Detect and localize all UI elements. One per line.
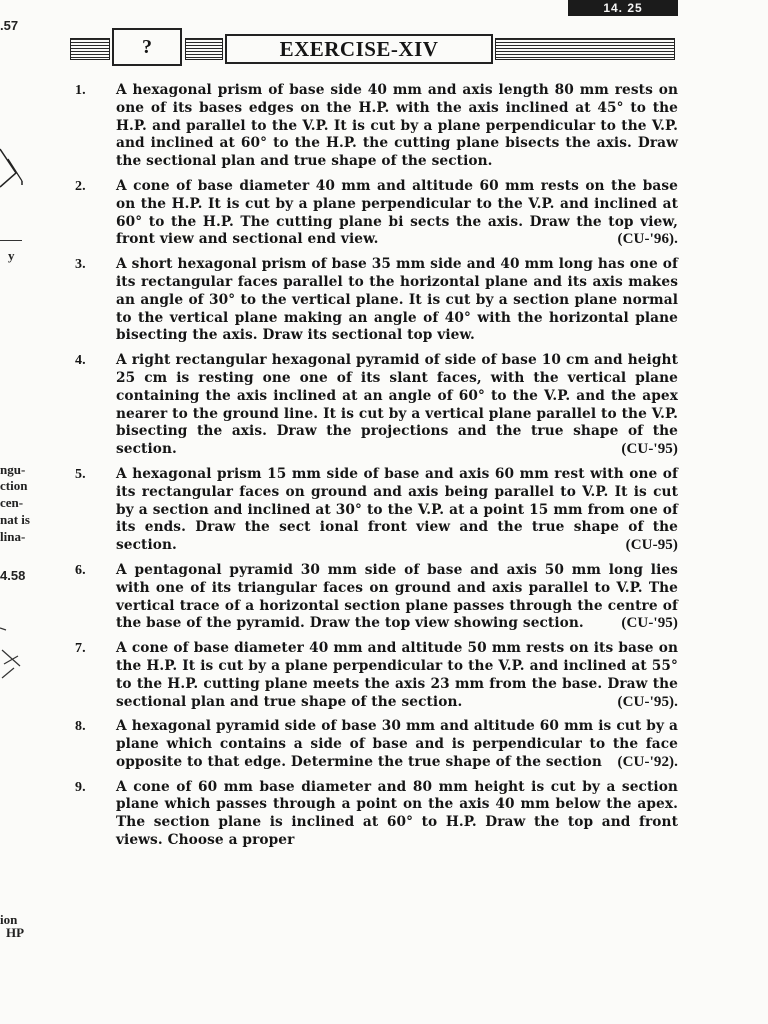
exercise-reference: (CU-'96). (617, 231, 678, 248)
header-stripes-middle (185, 38, 223, 60)
header-stripes-left (70, 38, 110, 60)
exercise-item (72, 779, 678, 850)
exercise-text (116, 466, 678, 555)
exercise-body: A pentagonal pyramid 30 mm side of base and axis 50 mm long lies with one of its triangular faces on ground and axis parallel to V.P. The vertical trace of a horizontal section plane passes through the centre of the base of the pyramid. Draw the top view showing section. (116, 561, 678, 632)
margin-fragment: ion (0, 912, 18, 927)
exercise-number: 8. (75, 719, 86, 735)
exercise-item (72, 640, 678, 711)
exercise-number: 1. (75, 83, 86, 98)
margin-fragment: ction (0, 478, 28, 493)
exercise-text (116, 640, 678, 711)
exercise-text (116, 718, 678, 771)
margin-fragment: 4.58 (0, 568, 26, 583)
question-mark-icon: ? (112, 28, 182, 66)
exercise-item (72, 718, 678, 771)
exercise-reference: (CU-'95) (621, 615, 678, 632)
arrow-figure-fragment (0, 620, 26, 680)
header-stripes-right (495, 38, 675, 60)
exercise-number: 6. (75, 562, 86, 578)
exercise-reference: (CU-95) (625, 537, 678, 554)
exercise-item (72, 82, 678, 171)
left-margin-fragments (0, 0, 70, 1024)
exercise-number: 2. (75, 178, 86, 194)
exercise-text: A cone of 60 mm base diameter and 80 mm height is cut by a section plane which passes through a point on the axis 40 mm below the apex. The section plane is inclined at 60° to H.P. Draw the top and front views. Choose a proper (116, 778, 678, 849)
exercise-text (116, 562, 678, 633)
exercise-body: A right rectangular hexagonal pyramid of side of base 10 cm and height 25 cm is resting one one of its slant faces, with the vertical plane containing the axis inclined at an angle of 60° to the V.P. and the apex nearer to the ground line. It is cut by a vertical plane parallel to the V.P. bisecting the axis. Draw the projections and the true shape of the section. (116, 352, 678, 458)
page-number: 14. 25 (568, 0, 678, 16)
exercise-number: 7. (75, 641, 86, 657)
rule-fragment (0, 240, 22, 241)
exercise-item (72, 178, 678, 249)
exercise-reference: (CU-'92). (617, 753, 678, 770)
exercise-list (72, 82, 678, 857)
exercise-item (72, 562, 678, 633)
exercise-text (116, 178, 678, 249)
margin-fragment: cen- (0, 495, 24, 510)
margin-fragment: y (8, 248, 15, 263)
exercise-body: A hexagonal pyramid side of base 30 mm and altitude 60 mm is cut by a plane which contains a side of base and is perpendicular to the face opposite to that edge. Determine the true shape of the section (116, 718, 678, 770)
exercise-body: A cone of base diameter 40 mm and altitude 50 mm rests on its base on the H.P. It is cut by a plane perpendicular to the V.P. and inclined at 55° to the H.P. cutting plane meets the axis 23 mm from the base. Draw the sectional plan and true shape of the section. (116, 640, 678, 710)
exercise-number: 3. (75, 257, 86, 273)
margin-fragment: lina- (0, 529, 26, 544)
margin-fragment: nat is (0, 512, 30, 527)
exercise-number: 9. (75, 779, 86, 795)
exercise-text: A short hexagonal prism of base 35 mm side and 40 mm long has one of its rectangular faces parallel to the horizontal plane and its axis makes an angle of 30° to the vertical plane. It is cut by a section plane normal to the vertical plane making an angle of 40° with the horizontal plane bisecting the axis. Draw its sectional top view. (116, 256, 678, 344)
triangle-figure-fragment (0, 145, 26, 191)
exercise-number: 4. (75, 353, 86, 369)
exercise-text: A hexagonal prism of base side 40 mm and axis length 80 mm rests on one of its bases edges on the H.P. with the axis inclined at 45° to the H.P. and parallel to the V.P. It is cut by a plane perpendicular to the V.P. and inclined at 60° to the H.P. the cutting plane bisects the axis. Draw the sectional plan and true shape of the section. (116, 82, 678, 170)
exercise-body: A cone of base diameter 40 mm and altitude 60 mm rests on the base on the H.P. It is cut by a plane perpendicular to the V.P. and inclined at 60° to the H.P. The cutting plane bi sects the axis. Draw the top view, front view and sectional end view. (116, 177, 678, 248)
exercise-reference: (CU-'95). (617, 693, 678, 710)
exercise-header (70, 28, 675, 68)
exercise-number: 5. (75, 466, 86, 482)
margin-fragment: ngu- (0, 462, 26, 477)
exercise-title: EXERCISE-XIV (225, 34, 493, 64)
exercise-reference: (CU-'95) (621, 441, 678, 458)
exercise-item (72, 256, 678, 345)
margin-fragment: HP (6, 925, 25, 940)
exercise-item (72, 466, 678, 555)
exercise-item (72, 352, 678, 459)
exercise-body: A hexagonal prism 15 mm side of base and axis 60 mm rest with one of its rectangular faces on ground and axis being parallel to V.P. It is cut by a section and inclined at 30° to the V.P. at a point 15 mm from one of its ends. Draw the sect ional front view and the true shape of the section. (116, 465, 678, 554)
exercise-text (116, 352, 678, 459)
margin-fragment: .57 (0, 18, 19, 33)
